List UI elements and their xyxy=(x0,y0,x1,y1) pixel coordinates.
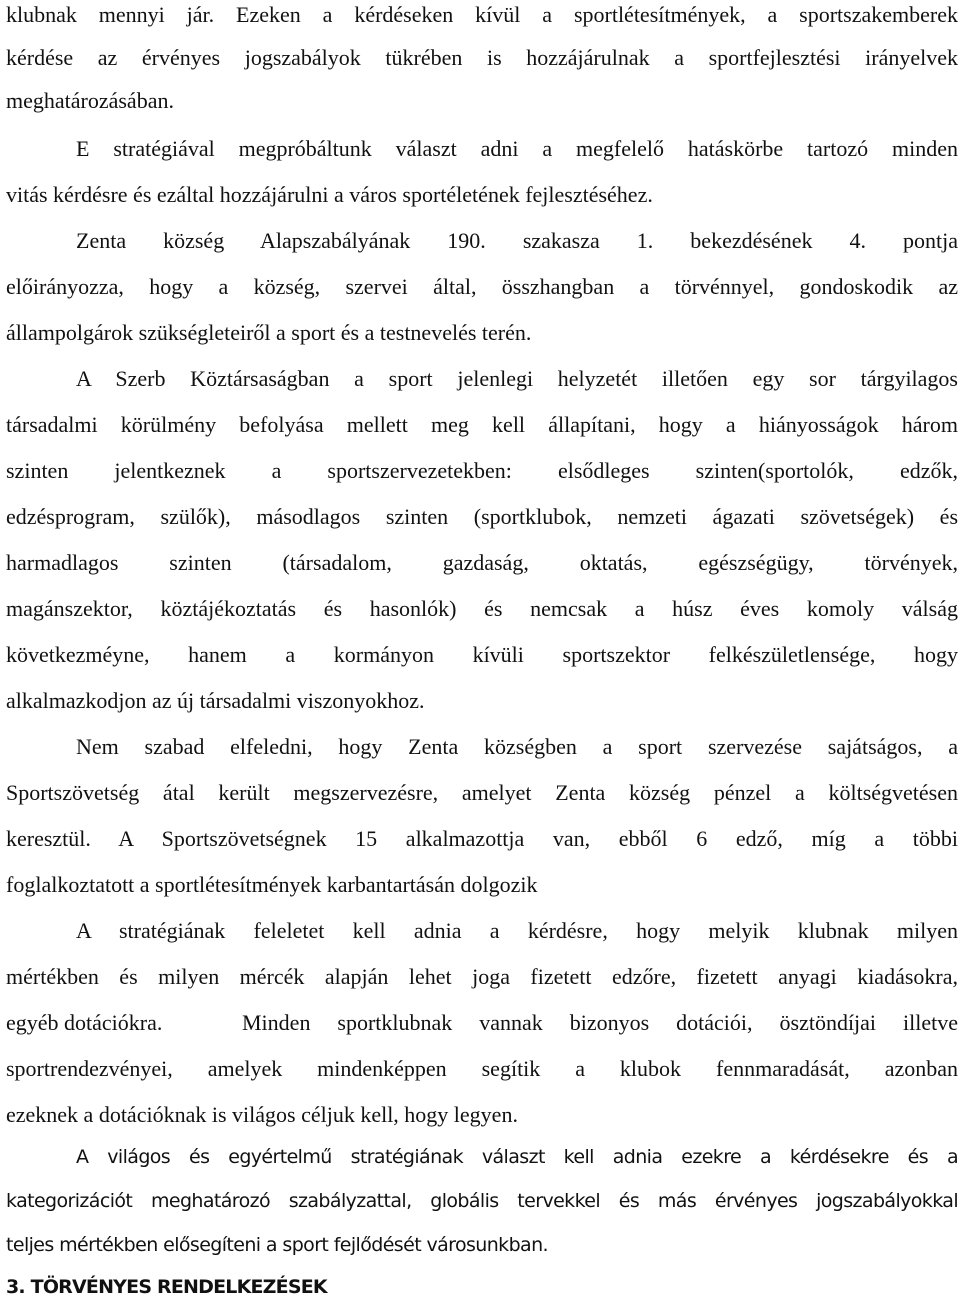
text-line: foglalkoztatott a sportlétesítmények karbantartásán dolgozik xyxy=(6,872,538,897)
text-line: vitás kérdésre és ezáltal hozzájárulni a város sportéletének fejlesztéséhez. xyxy=(6,182,653,207)
text-line: keresztül. A Sportszövetségnek 15 alkalmazottja van, ebből 6 edző, míg a többi xyxy=(6,826,958,851)
paragraph-first-line: A Szerb Köztársaságban a sport jelenlegi helyzetét illetően egy sor tárgyilagos xyxy=(76,366,958,391)
paragraph-first-line: E stratégiával megpróbáltunk választ adni a megfelelő hatáskörbe tartozó minden xyxy=(76,136,958,161)
text-line: meghatározásában. xyxy=(6,88,174,113)
paragraph-first-line: Zenta község Alapszabályának 190. szakasza 1. bekezdésének 4. pontja xyxy=(76,228,958,253)
text-line: mértékben és milyen mércék alapján lehet joga fizetett edzőre, fizetett anyagi kiadásokra, xyxy=(6,964,958,989)
text-segment-line: Minden sportklubnak vannak bizonyos dotációi, ösztöndíjai illetve xyxy=(242,1010,958,1035)
text-line: alkalmazkodjon az új társadalmi viszonyokhoz. xyxy=(6,688,425,713)
paragraph-first-line: A stratégiának feleletet kell adnia a kérdésre, hogy melyik klubnak milyen xyxy=(76,918,958,943)
text-line: kategorizációt meghatározó szabályzattal, globális tervekkel és más érvényes jogszabályokkal xyxy=(6,1190,958,1212)
text-line: harmadlagos szinten (társadalom, gazdaság, oktatás, egészségügy, törvények, xyxy=(6,550,958,575)
paragraph-first-line: A világos és egyértelmű stratégiának választ kell adnia ezekre a kérdésekre és a xyxy=(76,1146,958,1168)
text-line: sportrendezvényei, amelyek mindenképpen segítik a klubok fennmaradását, azonban xyxy=(6,1056,958,1081)
text-line: kérdése az érvényes jogszabályok tükrében is hozzájárulnak a sportfejlesztési irányelvek xyxy=(6,45,958,70)
section-heading: 3. TÖRVÉNYES RENDELKEZÉSEK xyxy=(6,1276,327,1298)
text-line: teljes mértékben elősegíteni a sport fejlődését városunkban. xyxy=(6,1234,548,1256)
text-line: magánszektor, köztájékoztatás és hasonlók) és nemcsak a húsz éves komoly válság xyxy=(6,596,958,621)
text-line: előirányozza, hogy a község, szervei által, összhangban a törvénnyel, gondoskodik az xyxy=(6,274,958,299)
paragraph-first-line: Nem szabad elfeledni, hogy Zenta községben a sport szervezése sajátságos, a xyxy=(76,734,958,759)
text-line: ezeknek a dotációknak is világos céljuk kell, hogy legyen. xyxy=(6,1102,518,1127)
text-segment: egyéb dotációkra. xyxy=(6,1010,163,1035)
text-line: edzésprogram, szülők), másodlagos szinten (sportklubok, nemzeti ágazati szövetségek) és xyxy=(6,504,958,529)
text-line: állampolgárok szükségleteiről a sport és a testnevelés terén. xyxy=(6,320,532,345)
text-line: klubnak mennyi jár. Ezeken a kérdéseken kívül a sportlétesítmények, a sportszakemberek xyxy=(6,2,958,27)
text-line: Sportszövetség átal került megszervezésre, amelyet Zenta község pénzel a költségvetésen xyxy=(6,780,958,805)
text-line: társadalmi körülmény befolyása mellett meg kell állapítani, hogy a hiányosságok három xyxy=(6,412,958,437)
text-line: következméyne, hanem a kormányon kívüli sportszektor felkészületlensége, hogy xyxy=(6,642,958,667)
text-line: szinten jelentkeznek a sportszervezetekben: elsődleges szinten(sportolók, edzők, xyxy=(6,458,958,483)
